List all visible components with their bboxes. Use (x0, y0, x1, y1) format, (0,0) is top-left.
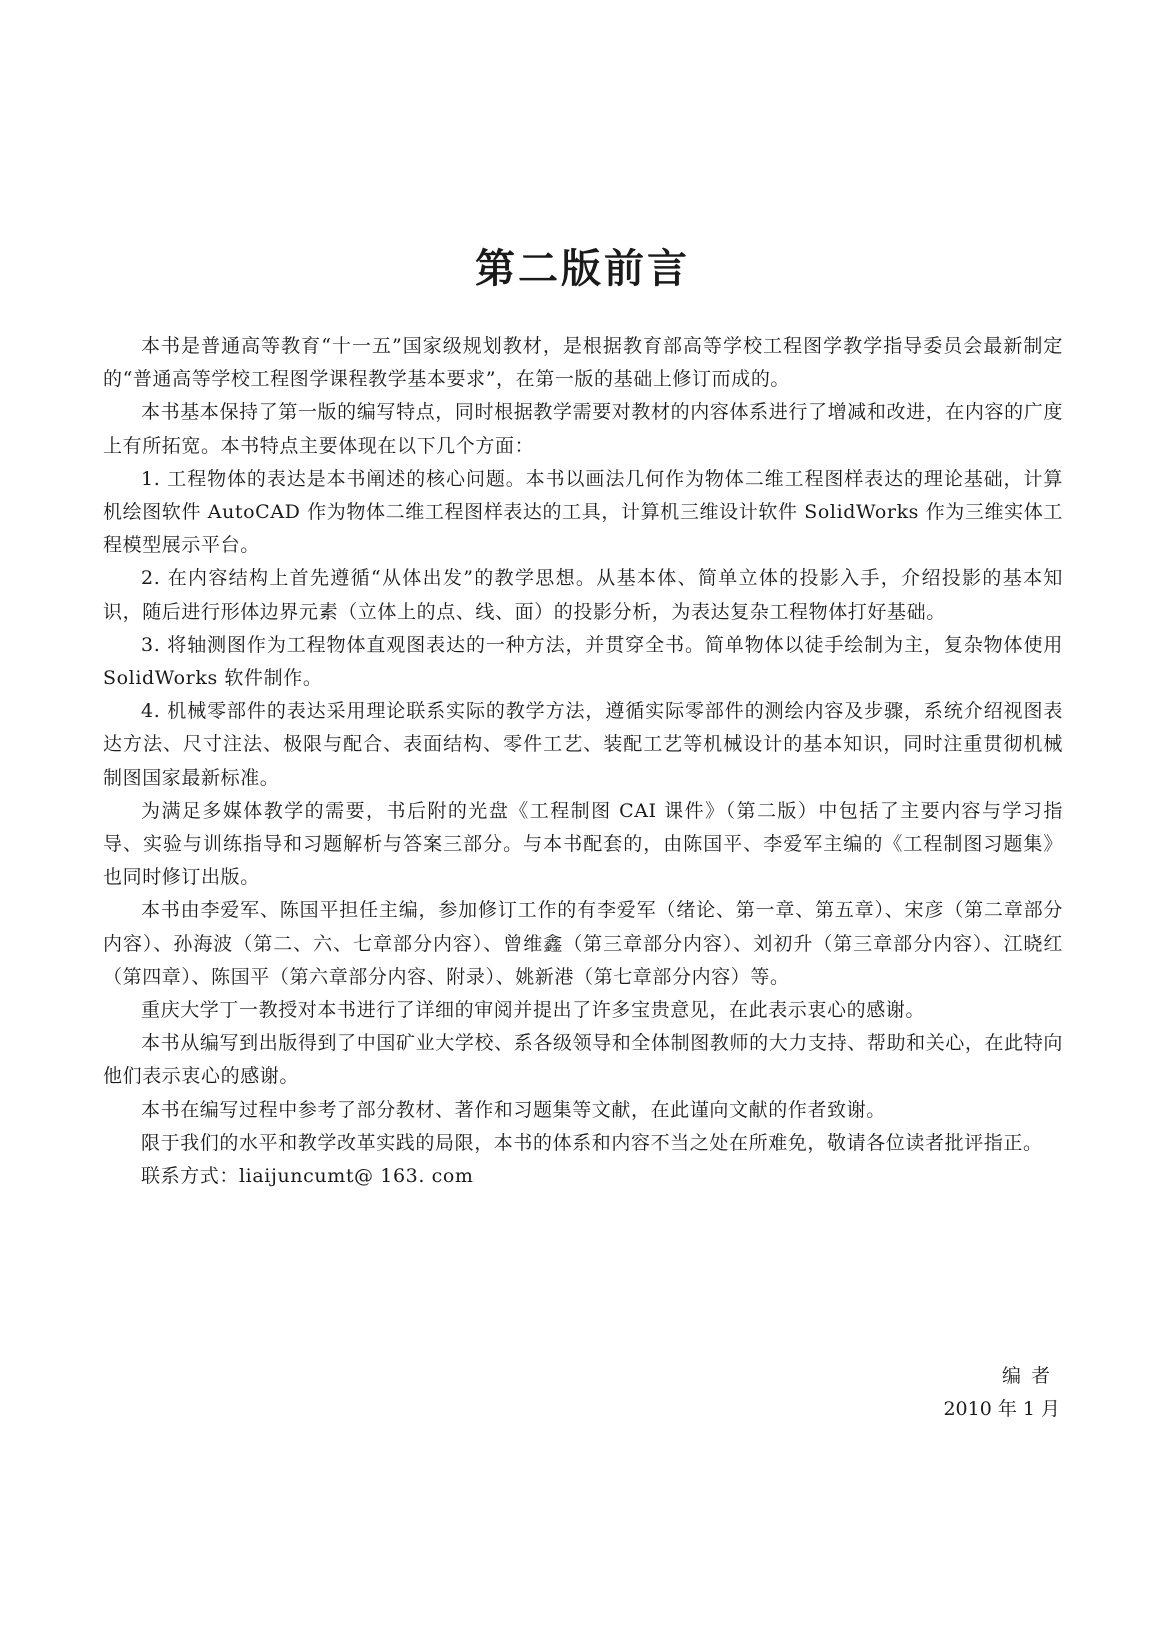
paragraph-university-thanks: 本书从编写到出版得到了中国矿业大学校、系各级领导和全体制图教师的大力支持、帮助和关心，在此特向他们表示衷心的感谢。 (103, 1032, 1063, 1088)
paragraph-contact: 联系方式：liaijuncumt@ 163. com (141, 1165, 474, 1188)
paragraph-reviewer-thanks: 重庆大学丁一教授对本书进行了详细的审阅并提出了许多宝贵意见，在此表示衷心的感谢。 (141, 999, 926, 1022)
paragraph-references-thanks: 本书在编写过程中参考了部分教材、著作和习题集等文献，在此谨向文献的作者致谢。 (141, 1098, 886, 1121)
page-title: 第二版前言 (475, 245, 690, 292)
signature-date: 2010 年 1 月 (943, 1398, 1060, 1420)
paragraph-feature-4: 4. 机械零部件的表达采用理论联系实际的教学方法，遵循实际零部件的测绘内容及步骤，系统介绍视图表达方法、尺寸注法、极限与配合、表面结构、零件工艺、装配工艺等机械设计的基本知识，同时注重贯彻机械制图国家最新标准。 (103, 700, 1063, 789)
signature-author: 编者 (1001, 1365, 1060, 1387)
paragraph-feedback: 限于我们的水平和教学改革实践的局限，本书的体系和内容不当之处在所难免，敬请各位读者批评指正。 (141, 1131, 1043, 1154)
paragraph-overview: 本书基本保持了第一版的编写特点，同时根据教学需要对教材的内容体系进行了增减和改进，在内容的广度上有所拓宽。本书特点主要体现在以下几个方面： (103, 401, 1063, 457)
paragraph-feature-1: 1. 工程物体的表达是本书阐述的核心问题。本书以画法几何作为物体二维工程图样表达的理论基础，计算机绘图软件 AutoCAD 作为物体二维工程图样表达的工具，计算机三维设计软件 SolidWorks 作为三维实体工程模型展示平台。 (103, 467, 1063, 557)
preface-body (103, 330, 1063, 1193)
paragraph-feature-3: 3. 将轴测图作为工程物体直观图表达的一种方法，并贯穿全书。简单物体以徒手绘制为主，复杂物体使用 SolidWorks 软件制作。 (103, 633, 1063, 690)
paragraph-authors: 本书由李爱军、陈国平担任主编，参加修订工作的有李爱军（绪论、第一章、第五章）、宋彦（第二章部分内容）、孙海波（第二、六、七章部分内容）、曾维鑫（第三章部分内容）、刘初升（第三章部分内容）、江晓红（第四章）、陈国平（第六章部分内容、附录）、姚新港（第七章部分内容）等。 (103, 899, 1063, 988)
paragraph-intro: 本书是普通高等教育“十一五”国家级规划教材，是根据教育部高等学校工程图学教学指导委员会最新制定的“普通高等学校工程图学课程教学基本要求”，在第一版的基础上修订而成的。 (103, 335, 1063, 391)
paragraph-feature-2: 2. 在内容结构上首先遵循“从体出发”的教学思想。从基本体、简单立体的投影入手，介绍投影的基本知识，随后进行形体边界元素（立体上的点、线、面）的投影分析，为表达复杂工程物体打好基础。 (103, 567, 1063, 623)
paragraph-multimedia: 为满足多媒体教学的需要，书后附的光盘《工程制图 CAI 课件》（第二版）中包括了主要内容与学习指导、实验与训练指导和习题解析与答案三部分。与本书配套的，由陈国平、李爱军主编的《工程制图习题集》也同时修订出版。 (103, 799, 1063, 889)
